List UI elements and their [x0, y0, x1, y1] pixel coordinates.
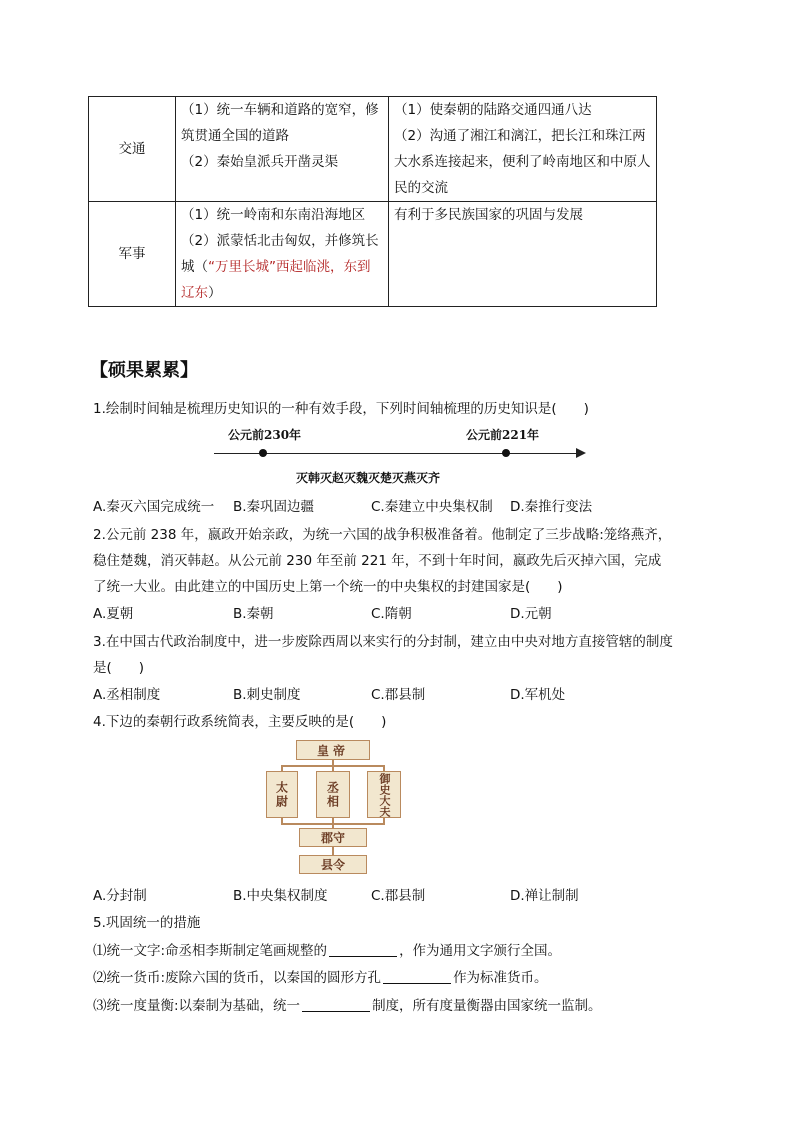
timeline-figure [210, 424, 590, 494]
option-d[interactable]: D.军机处 [510, 687, 566, 703]
option-b[interactable]: B.刺史制度 [233, 687, 301, 703]
junshou-box: 郡守 [299, 828, 367, 847]
question-5-item-3 [93, 993, 673, 1019]
timeline-end-label: 公元前221年 [466, 428, 540, 442]
measure-text-end: ） [208, 285, 222, 301]
qin-measures-table [88, 96, 657, 307]
measures-cell [176, 97, 389, 202]
yushi-dafu-box: 御史大夫 [367, 771, 401, 818]
fill-blank[interactable] [302, 997, 370, 1012]
table-row [89, 97, 657, 202]
fill-text: ⑶统一度量衡:以秦制为基础，统一 [93, 998, 301, 1014]
option-c[interactable]: C.秦建立中央集权制 [371, 499, 493, 515]
question-1-options [93, 494, 673, 520]
question-2: 2.公元前 238 年，嬴政开始亲政，为统一六国的战争积极准备着。他制定了三步战略:笼络燕齐，稳住楚魏，消灭韩赵。从公元前 230 年至前 221 年，不到十年时间，嬴政先后灭掉六国，完成了统一大业。由此建立的中国历史上第一个统一的中央集权的封建国家是( ) [93, 527, 672, 595]
option-a[interactable]: A.夏朝 [93, 606, 134, 622]
fill-text: ⑵统一货币:废除六国的货币，以秦国的圆形方孔 [93, 970, 382, 986]
category-cell: 交通 [89, 97, 176, 202]
connector-line [332, 847, 334, 855]
question-4: 4.下边的秦朝行政系统简表，主要反映的是( ) [93, 714, 387, 730]
timeline-axis [214, 453, 578, 454]
section-title: 【硕果累累】 [90, 360, 198, 381]
timeline-start-label: 公元前230年 [228, 428, 302, 442]
timeline-arrow [576, 448, 586, 458]
category-cell: 军事 [89, 202, 176, 307]
effects-cell: 有利于多民族国家的巩固与发展 [389, 202, 657, 307]
timeline-end-dot [502, 449, 510, 457]
timeline-start-dot [259, 449, 267, 457]
emperor-box: 皇帝 [296, 740, 370, 760]
question-3-options [93, 682, 673, 708]
timeline-caption: 灭韩灭赵灭魏灭楚灭燕灭齐 [296, 471, 441, 485]
option-c[interactable]: C.隋朝 [371, 606, 412, 622]
xianling-box: 县令 [299, 855, 367, 874]
option-b[interactable]: B.秦巩固边疆 [233, 499, 315, 515]
question-3: 3.在中国古代政治制度中，进一步废除西周以来实行的分封制，建立由中央对地方直接管辖的制度是( ) [93, 634, 673, 676]
option-a[interactable]: A.丞相制度 [93, 687, 161, 703]
question-1: 1.绘制时间轴是梳理历史知识的一种有效手段，下列时间轴梳理的历史知识是( ) [93, 401, 589, 417]
effects-cell [389, 97, 657, 202]
option-c[interactable]: C.郡县制 [371, 687, 426, 703]
qin-administration-diagram [263, 740, 403, 875]
fill-text: 作为标准货币。 [453, 970, 548, 986]
option-a[interactable]: A.分封制 [93, 888, 147, 904]
measure-text: （2）派蒙恬北击匈奴，并修筑长城（ [181, 233, 379, 275]
effect-line: （1）使秦朝的陆路交通四通八达 [394, 102, 592, 118]
measure-line [181, 228, 383, 306]
fill-blank[interactable] [383, 969, 451, 984]
measures-cell [176, 202, 389, 307]
option-b[interactable]: B.中央集权制度 [233, 888, 328, 904]
question-5-title: 5.巩固统一的措施 [93, 915, 201, 931]
question-4-options [93, 883, 673, 909]
option-b[interactable]: B.秦朝 [233, 606, 274, 622]
fill-text: 制度，所有度量衡器由国家统一监制。 [372, 998, 602, 1014]
measure-line: （1）统一车辆和道路的宽窄，修筑贯通全国的道路 [181, 102, 379, 144]
table-row [89, 202, 657, 307]
option-c[interactable]: C.郡县制 [371, 888, 426, 904]
fill-blank[interactable] [329, 942, 397, 957]
taiwei-box: 太尉 [266, 771, 298, 818]
question-2-options [93, 601, 673, 627]
question-5-item-1 [93, 938, 673, 964]
measure-line: （1）统一岭南和东南沿海地区 [181, 207, 366, 223]
question-5-item-2 [93, 965, 673, 991]
option-d[interactable]: D.秦推行变法 [510, 499, 593, 515]
option-a[interactable]: A.秦灭六国完成统一 [93, 499, 215, 515]
effect-line: （2）沟通了湘江和漓江，把长江和珠江两大水系连接起来，便利了岭南地区和中原人民的交流 [394, 128, 651, 196]
option-d[interactable]: D.元朝 [510, 606, 552, 622]
option-d[interactable]: D.禅让制制 [510, 888, 579, 904]
fill-text: ，作为通用文字颁行全国。 [399, 943, 562, 959]
measure-line: （2）秦始皇派兵开凿灵渠 [181, 154, 339, 170]
great-wall-note: “万里长城”西起临洮，东到辽东 [181, 259, 371, 301]
fill-text: ⑴统一文字:命丞相李斯制定笔画规整的 [93, 943, 328, 959]
chengxiang-box: 丞相 [316, 771, 350, 818]
